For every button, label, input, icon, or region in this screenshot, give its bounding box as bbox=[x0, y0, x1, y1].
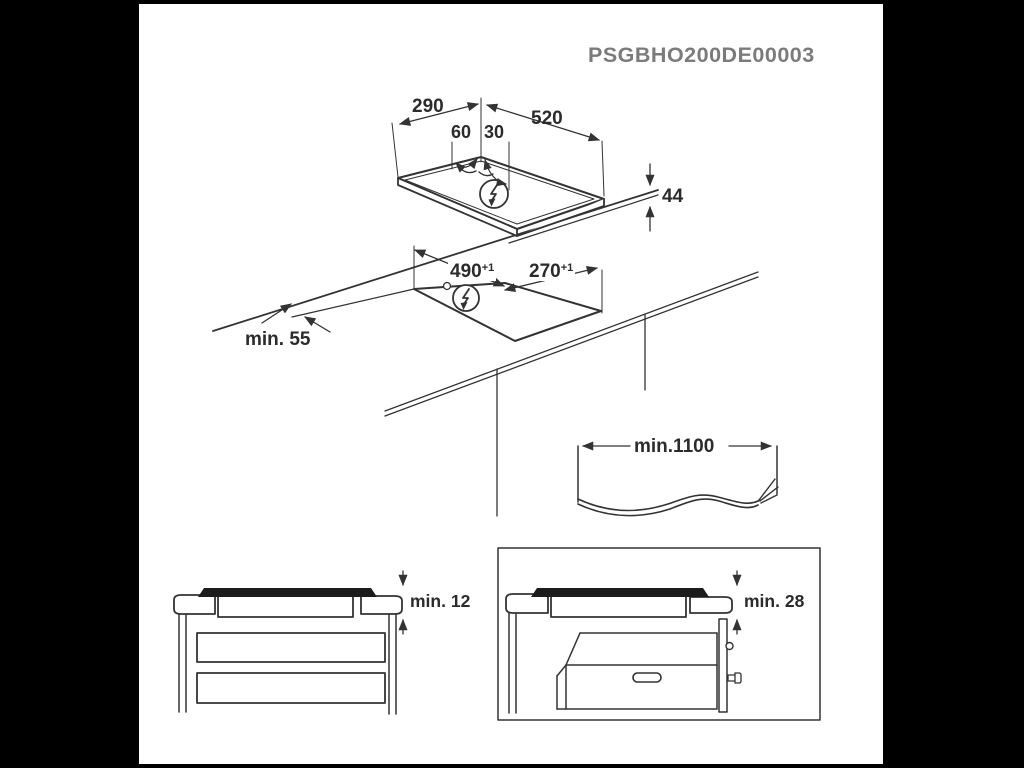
oven-bottom-edge bbox=[557, 633, 717, 709]
electric-connection-icon bbox=[480, 180, 508, 208]
worktop-left bbox=[174, 595, 215, 614]
drawer-clearance-view bbox=[174, 571, 403, 714]
dim-cutout-depth-label bbox=[527, 262, 575, 281]
dim-oven-clearance-label: min. 28 bbox=[744, 591, 805, 611]
dim-control-right-label: 30 bbox=[484, 122, 505, 142]
electric-connection-icon bbox=[453, 285, 479, 311]
hob-body-box bbox=[218, 595, 353, 617]
cabinet-side-left bbox=[179, 614, 186, 712]
dim-width-label: 290 bbox=[412, 96, 444, 117]
cabinet-side-right bbox=[389, 614, 396, 714]
cutout-depth-value: 270 bbox=[529, 261, 561, 282]
cable-wire-strands bbox=[759, 479, 778, 503]
dim-depth-label: 520 bbox=[531, 108, 563, 129]
dim-cutout-width-label bbox=[448, 262, 496, 281]
oven-clearance-view bbox=[498, 548, 820, 720]
cutout-edge-extension-line bbox=[292, 289, 414, 317]
drawer-2 bbox=[197, 673, 385, 703]
worktop-right bbox=[361, 596, 402, 614]
oven-handle bbox=[633, 673, 661, 682]
cutout-width-tolerance: +1 bbox=[481, 262, 495, 274]
cabinet-panel-right bbox=[719, 619, 727, 712]
dim-height-label: 44 bbox=[662, 186, 684, 207]
worktop-right bbox=[690, 597, 732, 613]
cutout-width-value: 490 bbox=[450, 261, 482, 282]
dim-cable-length-label: min.1100 bbox=[634, 436, 715, 457]
hob-glass-bar bbox=[531, 588, 709, 597]
hob-body-box bbox=[551, 596, 686, 617]
depth-ext-line bbox=[602, 141, 604, 196]
cutout-depth-tolerance: +1 bbox=[560, 262, 574, 274]
width-ext-line bbox=[392, 123, 398, 177]
cutout-outline bbox=[414, 283, 601, 341]
hob-top-view bbox=[392, 98, 658, 243]
cable-hole bbox=[444, 283, 451, 290]
view-border bbox=[498, 548, 820, 720]
model-code: PSGBHO200DE00003 bbox=[588, 43, 815, 67]
screw-detail bbox=[728, 673, 741, 683]
cabinet-side-left bbox=[509, 613, 516, 713]
oven-chamfer bbox=[557, 633, 580, 676]
dim-drawer-clearance-label: min. 12 bbox=[410, 591, 471, 611]
hinge-detail bbox=[726, 643, 733, 650]
hob-glass-bar bbox=[198, 588, 377, 597]
dim-front-distance-label: min. 55 bbox=[245, 329, 311, 350]
worktop-cutout-view bbox=[213, 190, 758, 516]
cable-curve bbox=[578, 495, 760, 511]
dim-control-left-label: 60 bbox=[451, 122, 472, 142]
drawer-1 bbox=[197, 633, 385, 662]
